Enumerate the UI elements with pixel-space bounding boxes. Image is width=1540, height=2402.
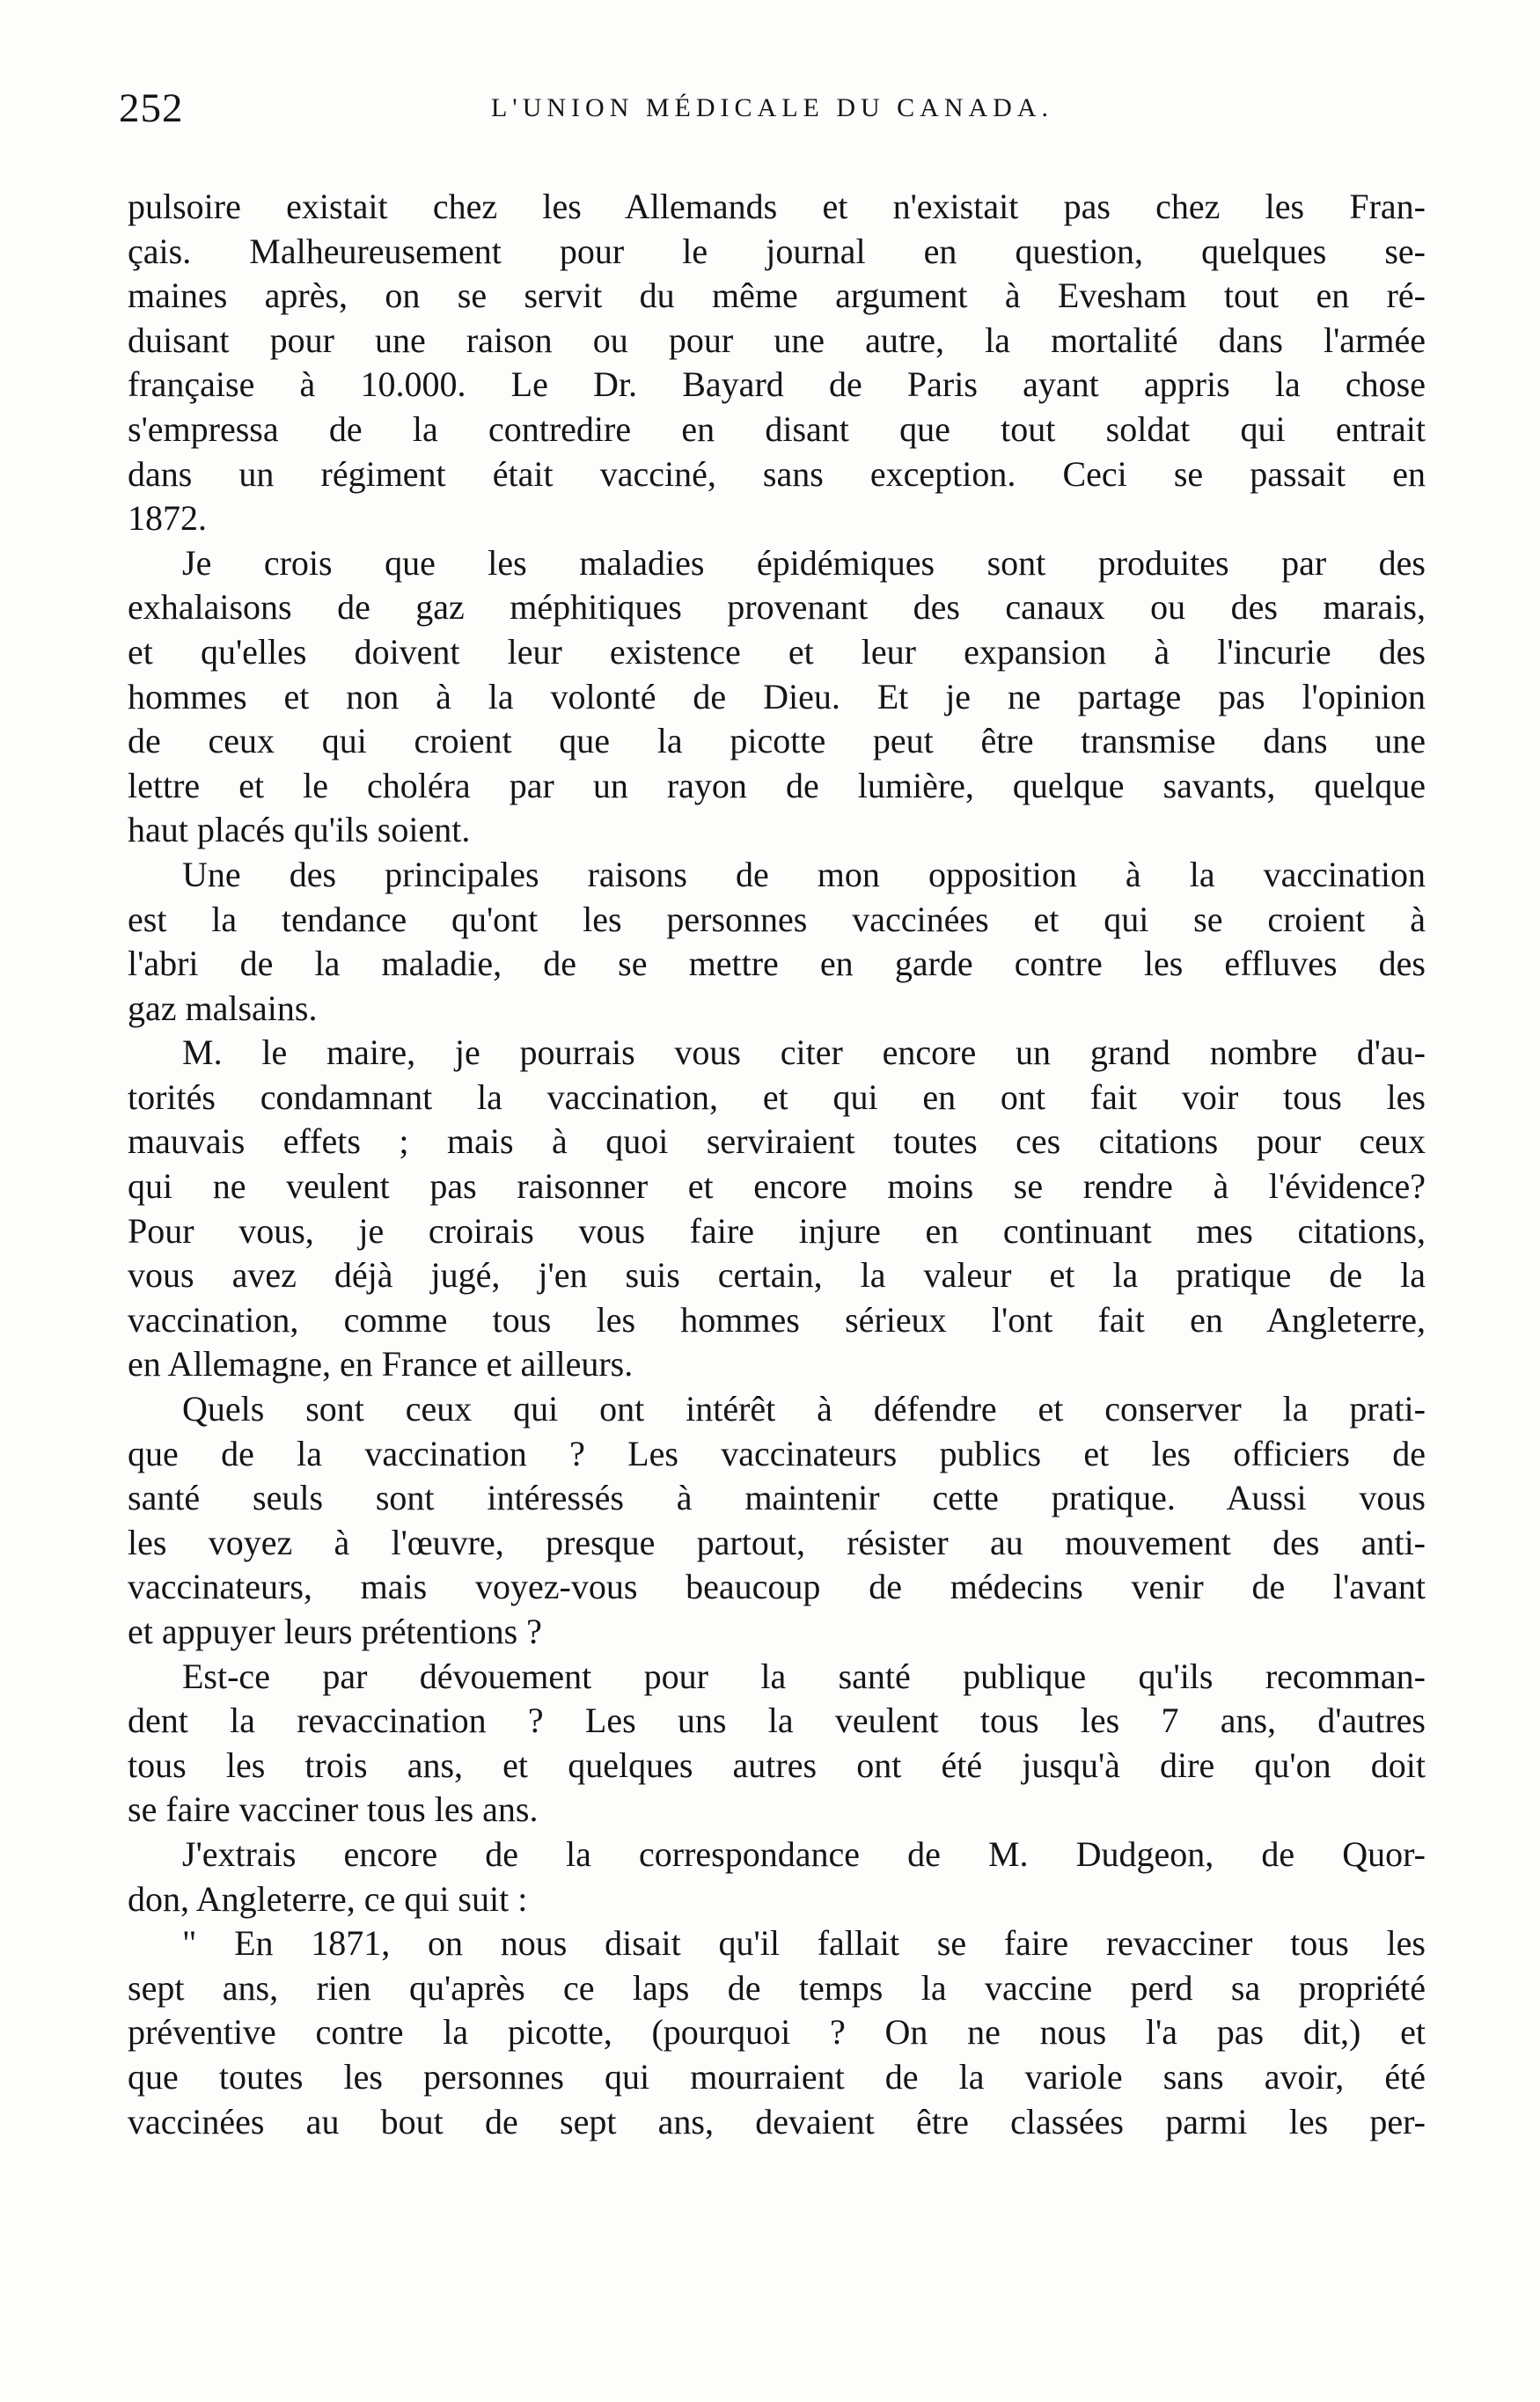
text-line: mauvais effets ; mais à quoi serviraient toutes ces citations pour ceux [128, 1121, 1426, 1162]
body-text [128, 185, 1426, 2144]
text-line: Quels sont ceux qui ont intérêt à défendre et conserver la prati- [182, 1389, 1426, 1429]
text-line: se faire vacciner tous les ans. [128, 1789, 539, 1830]
text-line: " En 1871, on nous disait qu'il fallait se faire revacciner tous les [182, 1923, 1426, 1964]
text-line: vous avez déjà jugé, j'en suis certain, la valeur et la pratique de la [128, 1255, 1426, 1296]
text-line: santé seuls sont intéressés à maintenir cette pratique. Aussi vous [128, 1478, 1426, 1518]
page-header [119, 77, 1426, 139]
text-line: don, Angleterre, ce qui suit : [128, 1878, 528, 1919]
text-line: gaz malsains. [128, 988, 318, 1028]
text-line: lettre et le choléra par un rayon de lumière, quelque savants, quelque [128, 765, 1426, 805]
text-line: qui ne veulent pas raisonner et encore moins se rendre à l'évidence? [128, 1166, 1426, 1207]
text-line: est la tendance qu'ont les personnes vaccinées et qui se croient à [128, 899, 1426, 939]
text-line: dans un régiment était vacciné, sans exception. Ceci se passait en [128, 453, 1426, 494]
text-line: J'extrais encore de la correspondance de M. Dudgeon, de Quor- [182, 1833, 1426, 1874]
text-line: vaccinées au bout de sept ans, devaient être classées parmi les per- [128, 2101, 1426, 2141]
text-line: Pour vous, je croirais vous faire injure en continuant mes citations, [128, 1210, 1426, 1251]
text-line: française à 10.000. Le Dr. Bayard de Paris ayant appris la chose [128, 364, 1426, 405]
text-line: haut placés qu'ils soient. [128, 810, 471, 850]
text-line: 1872. [128, 498, 207, 539]
text-line: exhalaisons de gaz méphitiques provenant des canaux ou des marais, [128, 587, 1426, 628]
page-number: 252 [119, 85, 184, 131]
text-line: M. le maire, je pourrais vous citer encore un grand nombre d'au- [182, 1032, 1426, 1073]
text-line: en Allemagne, en France et ailleurs. [128, 1344, 634, 1385]
text-line: torités condamnant la vaccination, et qui en ont fait voir tous les [128, 1076, 1426, 1117]
text-line: que de la vaccination ? Les vaccinateurs publics et les officiers de [128, 1433, 1426, 1473]
text-line: duisant pour une raison ou pour une autre, la mortalité dans l'armée [128, 320, 1426, 360]
text-line: vaccinateurs, mais voyez-vous beaucoup de médecins venir de l'avant [128, 1567, 1426, 1607]
text-line: tous les trois ans, et quelques autres ont été jusqu'à dire qu'on doit [128, 1745, 1426, 1785]
text-line: Une des principales raisons de mon opposition à la vaccination [182, 854, 1426, 894]
text-line: dent la revaccination ? Les uns la veulent tous les 7 ans, d'autres [128, 1700, 1426, 1741]
text-line: s'empressa de la contredire en disant que tout soldat qui entrait [128, 408, 1426, 449]
text-line: de ceux qui croient que la picotte peut être transmise dans une [128, 721, 1426, 761]
text-line: et appuyer leurs prétentions ? [128, 1612, 542, 1651]
text-line: Je crois que les maladies épidémiques sont produites par des [182, 542, 1426, 583]
text-line: que toutes les personnes qui mourraient de la variole sans avoir, été [128, 2056, 1426, 2097]
text-line: les voyez à l'œuvre, presque partout, résister au mouvement des anti- [128, 1522, 1426, 1562]
running-head: L'UNION MÉDICALE DU CANADA. [490, 93, 1054, 122]
text-line: vaccination, comme tous les hommes sérieux l'ont fait en Angleterre, [128, 1299, 1426, 1340]
text-line: sept ans, rien qu'après ce laps de temps la vaccine perd sa propriété [128, 1967, 1426, 2008]
text-line: çais. Malheureusement pour le journal en question, quelques se- [128, 231, 1426, 271]
text-line: pulsoire existait chez les Allemands et n'existait pas chez les Fran- [128, 187, 1426, 226]
text-line: préventive contre la picotte, (pourquoi ? On ne nous l'a pas dit,) et [128, 2012, 1426, 2053]
text-line: hommes et non à la volonté de Dieu. Et je ne partage pas l'opinion [128, 676, 1426, 716]
text-line: Est-ce par dévouement pour la santé publique qu'ils recomman- [182, 1656, 1426, 1696]
text-line: maines après, on se servit du même argument à Evesham tout en ré- [128, 275, 1426, 316]
text-line: l'abri de la maladie, de se mettre en garde contre les effluves des [128, 944, 1426, 984]
text-line: et qu'elles doivent leur existence et leur expansion à l'incurie des [128, 631, 1426, 672]
